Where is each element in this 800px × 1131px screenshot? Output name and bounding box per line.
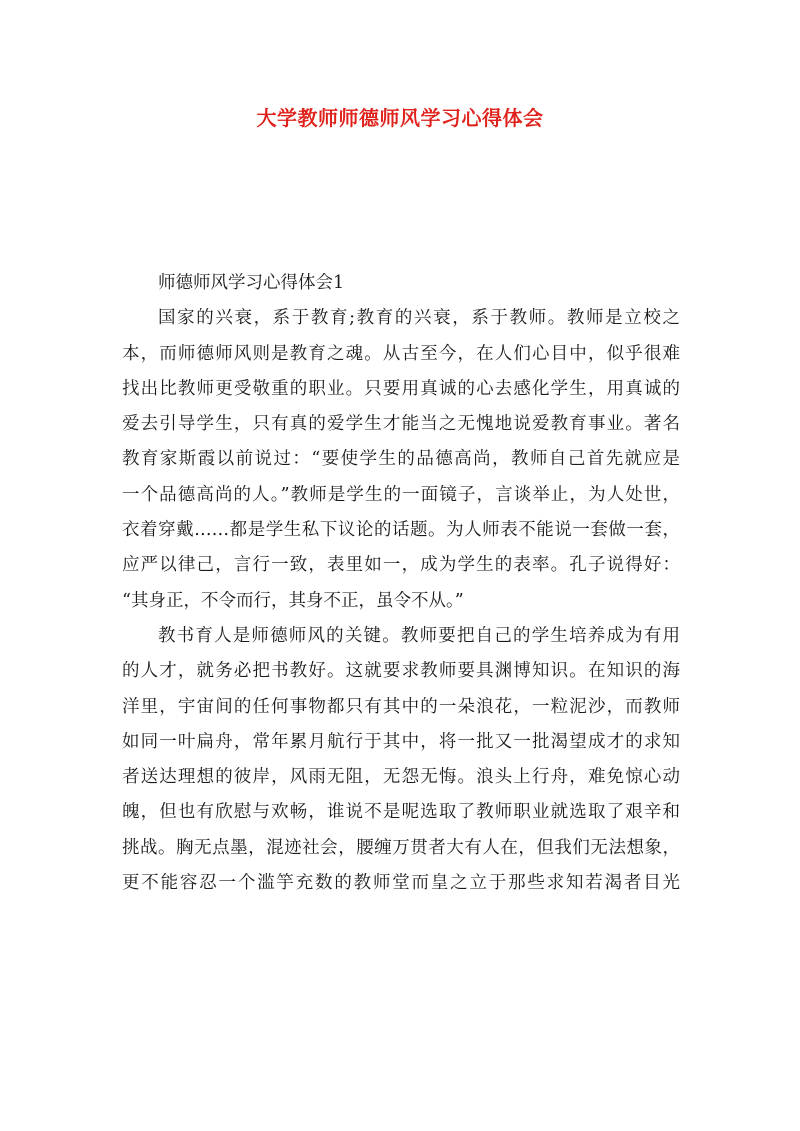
text-line: 本，而师德师风则是教育之魂。从古至今，在人们心目中，似乎很难 xyxy=(122,343,680,364)
text-line: 教育家斯霞以前说过：“要使学生的品德高尚，教师自己首先就应是 xyxy=(122,449,680,470)
text-line: 一个品德高尚的人。”教师是学生的一面镜子，言谈举止，为人处世， xyxy=(122,484,680,505)
text-line: 洋里，宇宙间的任何事物都只有其中的一朵浪花，一粒泥沙，而教师 xyxy=(122,696,680,717)
text-line: 魄，但也有欣慰与欢畅，谁说不是呢选取了教师职业就选取了艰辛和 xyxy=(122,802,680,823)
text-line: 衣着穿戴……都是学生私下议论的话题。为人师表不能说一套做一套， xyxy=(122,520,680,541)
text-line: 师德师风学习心得体会1 xyxy=(158,273,345,293)
document-body xyxy=(122,266,680,901)
text-line: 的人才，就务必把书教好。这就要求教师要具渊博知识。在知识的海 xyxy=(122,661,680,682)
document-title: 大学教师师德师风学习心得体会 xyxy=(256,106,544,130)
text-line: 者送达理想的彼岸，风雨无阻，无怨无悔。浪头上行舟，难免惊心动 xyxy=(122,767,680,788)
text-line: 国家的兴衰，系于教育;教育的兴衰，系于教师。教师是立校之 xyxy=(158,308,680,329)
text-line: 教书育人是师德师风的关键。教师要把自己的学生培养成为有用 xyxy=(158,625,680,646)
text-line: 更不能容忍一个滥竽充数的教师堂而皇之立于那些求知若渴者目光 xyxy=(122,873,680,894)
text-line: 找出比教师更受敬重的职业。只要用真诚的心去感化学生，用真诚的 xyxy=(122,378,680,399)
text-line: 如同一叶扁舟，常年累月航行于其中，将一批又一批渴望成才的求知 xyxy=(122,731,680,752)
text-line: “其身正，不令而行，其身不正，虽令不从。” xyxy=(122,590,464,611)
text-line: 应严以律己，言行一致，表里如一，成为学生的表率。孔子说得好： xyxy=(122,555,680,576)
text-line: 挑战。胸无点墨，混迹社会，腰缠万贯者大有人在，但我们无法想象， xyxy=(122,837,680,858)
text-line: 爱去引导学生，只有真的爱学生才能当之无愧地说爱教育事业。著名 xyxy=(122,414,680,435)
